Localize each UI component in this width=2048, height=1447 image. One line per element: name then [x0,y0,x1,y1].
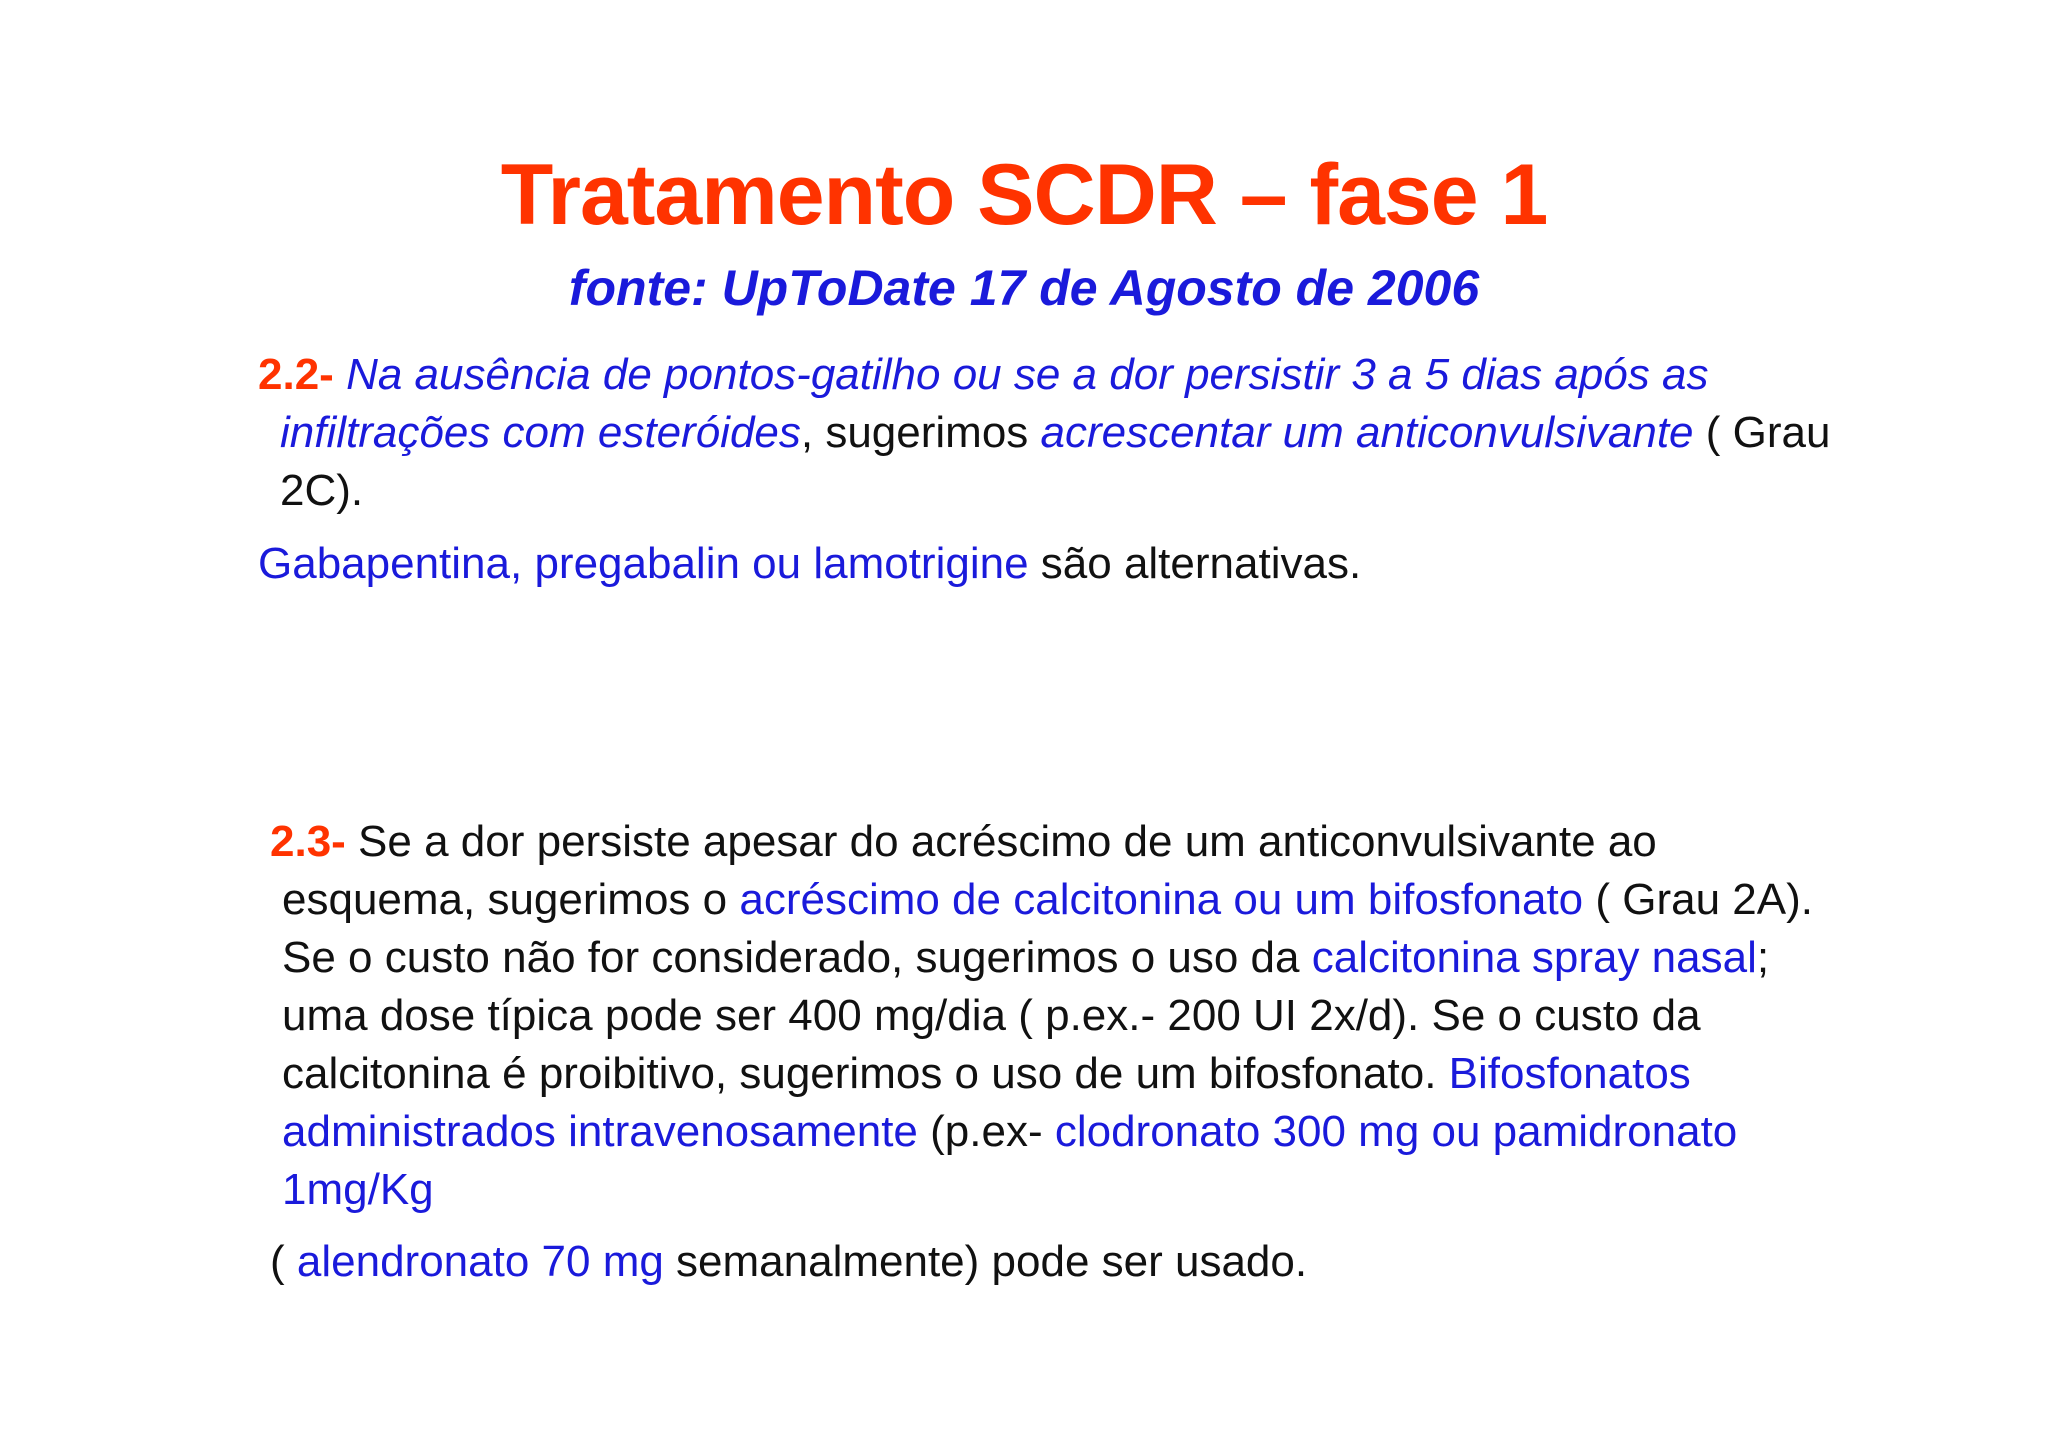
section-text-blue: infiltrações com esteróides [280,408,801,457]
section-text: ; [1756,933,1770,982]
slide-subtitle: fonte: UpToDate 17 de Agosto de 2006 [568,260,1480,316]
section-text: ( Grau 2A). [1583,875,1813,924]
section-text-blue: Na ausência de pontos-gatilho ou se a dor persistir 3 a 5 dias após as [346,350,1709,399]
section-text: ( Grau [1693,408,1831,457]
section-2-2-line-2 [258,404,1858,462]
section-2-3-line-7 [270,1161,1870,1219]
alternatives-drugs: Gabapentina, pregabalin ou lamotrigine [258,539,1029,588]
section-text: Se o custo não for considerado, sugerimos o uso da [282,933,1312,982]
section-text-blue: 1mg/Kg [282,1165,434,1214]
final-line-text [270,1233,1870,1291]
section-2-3-line-2 [270,871,1870,929]
section-text: 2C). [280,466,364,515]
section-text-blue: calcitonina spray nasal [1311,933,1757,982]
section-2-3-line-4 [270,987,1870,1045]
section-number: 2.2- [258,350,334,399]
section-text: (p.ex- [917,1107,1055,1156]
section-2-3-line-1 [270,813,1870,871]
final-text-blue: alendronato 70 mg [296,1237,664,1286]
final-line [270,1233,1870,1291]
section-number: 2.3- [270,817,346,866]
final-text: ( [270,1237,297,1286]
section-2-2-line-3 [258,462,1858,520]
section-text-blue: Bifosfonatos [1448,1049,1691,1098]
section-2-3 [270,813,1870,1219]
section-text: uma dose típica pode ser 400 mg/dia ( p.ex.- 200 UI 2x/d). Se o custo da [282,991,1701,1040]
slide-title: Tratamento SCDR – fase 1 [500,147,1548,243]
section-text-blue: acréscimo de calcitonina ou um bifosfonato [739,875,1584,924]
section-2-3-line-5 [270,1045,1870,1103]
section-text-blue: clodronato 300 mg ou pamidronato [1054,1107,1738,1156]
section-2-2-line-1 [258,346,1858,404]
section-text: esquema, sugerimos o [282,875,740,924]
alternatives-line [258,535,1858,593]
section-2-3-line-3 [270,929,1870,987]
section-text-blue: acrescentar um anticonvulsivante [1040,408,1694,457]
section-text-blue: administrados intravenosamente [282,1107,918,1156]
alternatives-text [258,535,1858,593]
section-text: , sugerimos [800,408,1041,457]
section-text: Se a dor persiste apesar do acréscimo de um anticonvulsivante ao [345,817,1657,866]
alternatives-suffix: são alternativas. [1028,539,1362,588]
section-text: calcitonina é proibitivo, sugerimos o uso de um bifosfonato. [282,1049,1449,1098]
section-2-3-line-6 [270,1103,1870,1161]
section-2-2 [258,346,1858,520]
final-text: semanalmente) pode ser usado. [663,1237,1308,1286]
